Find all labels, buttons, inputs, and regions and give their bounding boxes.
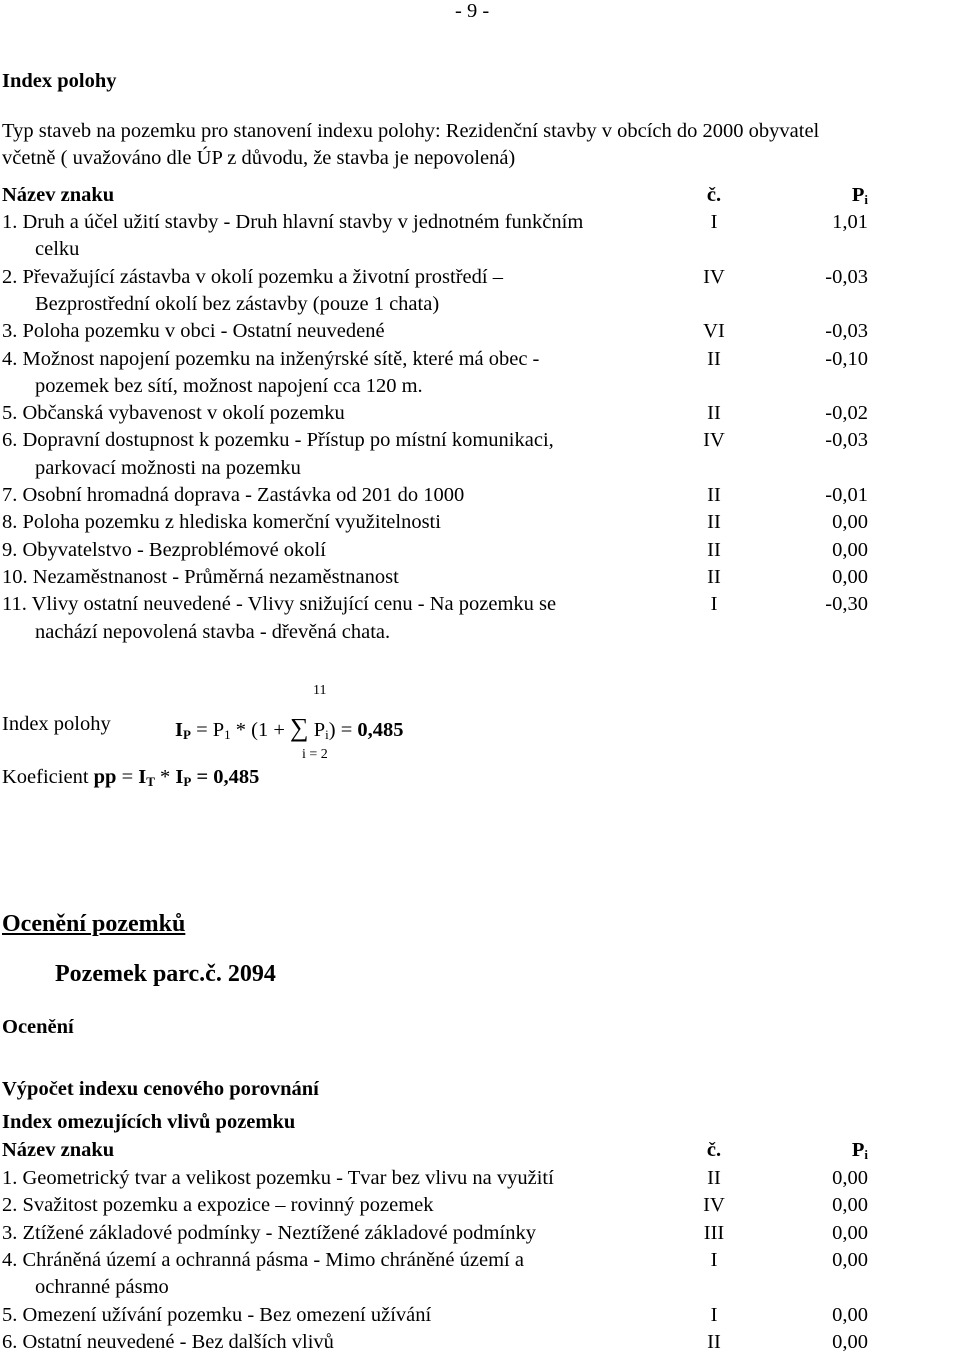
col-num-header: č.: [706, 1139, 722, 1161]
table-row: [0, 566, 960, 590]
row-class: III: [703, 1221, 725, 1244]
row-class: II: [707, 1167, 721, 1189]
parcel-title: Pozemek parc.č. 2094: [55, 961, 276, 987]
row-class: IV: [703, 429, 725, 452]
sigma-icon: ∑: [290, 713, 309, 742]
row-class: I: [710, 211, 718, 233]
table-row-continuation: [0, 293, 960, 317]
row-class: I: [710, 1303, 718, 1326]
col-p-header: $P_i$: [851, 184, 868, 207]
table-row: [0, 402, 960, 426]
row-value: -0,10: [825, 347, 868, 370]
table-row: [0, 539, 960, 563]
table-row-continuation: [0, 238, 960, 262]
sum-lower-limit: i = 2: [302, 747, 328, 762]
table-row: [0, 1167, 960, 1191]
row-value: -0,03: [825, 265, 868, 288]
row-name: 7. Osobní hromadná doprava - Zastávka od 201 do 1000: [2, 484, 465, 506]
row-name: 5. Omezení užívání pozemku - Bez omezení užívání: [2, 1303, 432, 1326]
row-name-continuation: celku: [35, 238, 80, 261]
row-value: 0,00: [832, 1303, 868, 1326]
row-name: 2. Převažující zástavba v okolí pozemku a životní prostředí –: [2, 265, 503, 288]
row-value: 0,00: [832, 511, 868, 534]
row-value: 0,00: [832, 1194, 868, 1217]
oceneni-label: Ocenění: [2, 1016, 74, 1038]
row-class: II: [707, 565, 721, 588]
formula-label: Index polohy: [2, 713, 111, 735]
row-name: 10. Nezaměstnanost - Průměrná nezaměstnanost: [2, 565, 399, 588]
row-class: IV: [703, 1194, 725, 1217]
row-class: VI: [703, 320, 725, 343]
table-row-continuation: [0, 621, 960, 645]
row-value: 0,00: [832, 1167, 868, 1189]
table-row: [0, 1331, 960, 1355]
row-name: 4. Možnost napojení pozemku na inženýrské sítě, které má obec -: [2, 347, 540, 370]
table-row-continuation: [0, 457, 960, 481]
table-row: [0, 1222, 960, 1246]
row-name: 3. Poloha pozemku v obci - Ostatní neuvedené: [2, 320, 385, 343]
table-row: [0, 1304, 960, 1328]
table-row: [0, 593, 960, 617]
row-name: 5. Občanská vybavenost v okolí pozemku: [2, 402, 345, 425]
table-row-continuation: [0, 1276, 960, 1300]
row-class: II: [707, 1330, 721, 1353]
row-name: 1. Geometrický tvar a velikost pozemku - Tvar bez vlivu na využití: [2, 1167, 554, 1189]
row-value: 0,00: [832, 565, 868, 588]
koeficient-formula: Koeficient pp = $I_T * I_P = 0,485$: [2, 766, 260, 789]
row-name: 9. Obyvatelstvo - Bezproblémové okolí: [2, 538, 326, 561]
row-class: IV: [703, 265, 725, 288]
row-name: 2. Svažitost pozemku a expozice – rovinný pozemek: [2, 1194, 434, 1217]
row-value: -0,03: [825, 429, 868, 452]
intro-line-1: Typ staveb na pozemku pro stanovení indexu polohy: Rezidenční stavby v obcích do 2000 obyvatel: [2, 120, 820, 142]
row-value: 0,00: [832, 538, 868, 561]
row-name: 8. Poloha pozemku z hlediska komerční využitelnosti: [2, 511, 441, 534]
row-class: II: [707, 484, 721, 506]
row-value: -0,02: [825, 402, 868, 425]
index-polohy-formula: $I_P = P_1 * (1$ + ∑ $P_i) = 0,485$: [175, 713, 404, 742]
row-name: 3. Ztížené základové podmínky - Neztížené základové podmínky: [2, 1221, 536, 1244]
row-class: II: [707, 538, 721, 561]
row-class: I: [710, 593, 718, 616]
row-value: 0,00: [832, 1221, 868, 1244]
table2-header: [0, 1139, 960, 1163]
table-row: [0, 1194, 960, 1218]
col-name-header: Název znaku: [2, 1139, 115, 1161]
table-row-continuation: [0, 375, 960, 399]
row-name-continuation: nachází nepovolená stavba - dřevěná chata.: [35, 620, 391, 643]
row-class: II: [707, 511, 721, 534]
table-row: [0, 266, 960, 290]
row-name-continuation: ochranné pásmo: [35, 1276, 169, 1299]
vypocet-title: Výpočet indexu cenového porovnání: [2, 1078, 319, 1100]
row-name-continuation: pozemek bez sítí, možnost napojení cca 120 m.: [35, 374, 423, 397]
table-row: [0, 348, 960, 372]
row-value: -0,03: [825, 320, 868, 343]
row-name: 6. Dopravní dostupnost k pozemku - Přístup po místní komunikaci,: [2, 429, 554, 452]
table1-header: [0, 184, 960, 208]
intro-line-2: včetně ( uvažováno dle ÚP z důvodu, že stavba je nepovolená): [2, 147, 516, 169]
row-name: 6. Ostatní neuvedené - Bez dalších vlivů: [2, 1330, 334, 1353]
row-class: II: [707, 347, 721, 370]
table-row: [0, 211, 960, 235]
table-row: [0, 429, 960, 453]
col-p-header: $P_i$: [851, 1139, 868, 1162]
table-row: [0, 320, 960, 344]
col-num-header: č.: [706, 184, 722, 206]
row-value: 0,00: [832, 1330, 868, 1353]
heading-oceneni-pozemku: Ocenění pozemků: [2, 911, 186, 937]
page-number: - 9 -: [455, 0, 490, 22]
row-value: 1,01: [832, 211, 868, 233]
row-class: II: [707, 402, 721, 425]
sum-upper-limit: 11: [313, 683, 327, 698]
row-value: -0,30: [825, 593, 868, 616]
row-name: 1. Druh a účel užití stavby - Druh hlavní stavby v jednotném funkčním: [2, 211, 584, 233]
row-name-continuation: parkovací možnosti na pozemku: [35, 456, 301, 479]
row-name: 11. Vlivy ostatní neuvedené - Vlivy snižující cenu - Na pozemku se: [2, 593, 557, 616]
heading-index-polohy: Index polohy: [2, 70, 117, 92]
row-value: 0,00: [832, 1248, 868, 1271]
row-name: 4. Chráněná území a ochranná pásma - Mimo chráněné území a: [2, 1248, 524, 1271]
table-row: [0, 1249, 960, 1273]
table-row: [0, 484, 960, 508]
index-omezujicich-title: Index omezujících vlivů pozemku: [2, 1111, 296, 1133]
row-name-continuation: Bezprostřední okolí bez zástavby (pouze 1 chata): [35, 292, 440, 315]
col-name-header: Název znaku: [2, 184, 115, 206]
row-value: -0,01: [825, 484, 868, 506]
table-row: [0, 511, 960, 535]
row-class: I: [710, 1248, 718, 1271]
